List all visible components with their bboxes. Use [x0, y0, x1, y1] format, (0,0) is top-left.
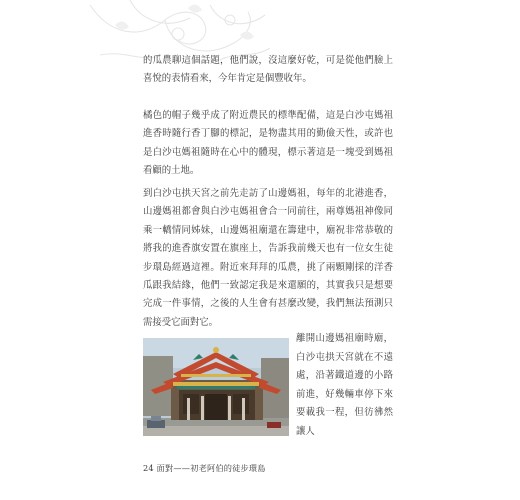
- book-title: 面對——初老阿伯的徒步環島: [156, 463, 266, 473]
- paragraph-text: 橘色的帽子幾乎成了附近農民的標準配備，這是白沙屯媽祖進香時隨行香丁腳的標記，是物盡其用的勤儉天性，或許也是白沙屯媽祖隨時在心中的體現，標示著這是一塊受到媽祖看顧的土地。: [143, 110, 393, 177]
- paragraph-text: 的瓜農聊這個話題，他們說，沒這麼好乾，可是從他們臉上喜悅的表情看來，今年肯定是個豐收年。: [143, 55, 393, 85]
- paragraph-1: [143, 52, 393, 89]
- paragraph-3: [143, 185, 393, 332]
- page-number: 24: [143, 463, 154, 473]
- paragraph-2: [143, 107, 393, 181]
- paragraph-text: 到白沙屯拱天宮之前先走訪了山邊媽祖，每年的北港進香，山邊媽祖都會與白沙屯媽祖會合一同前往，兩尊媽祖神像同乘一轎情同姊妹，山邊媽祖廟還在籌建中，廟祝非常恭敬的將我的進香旗安置在旗座上，告訴我前幾天也有一位女生徒步環島經過這裡。附近來拜拜的瓜農，挑了兩顆剛採的洋香瓜跟我結緣，他們一致認定我是來還願的，其實我只是想要完成一件事情，之後的人生會有甚麼改變，我們無法預測只需接受它面對它。: [143, 188, 393, 328]
- page-footer: [143, 463, 266, 474]
- photo-side-text: 離開山邊媽祖廟時廟，白沙屯拱天宮就在不遠處，沿著鐵道邊的小路前進，好幾輛車停下來要載我一程，但彷彿然讓人: [296, 333, 393, 437]
- temple-photo: [143, 338, 289, 436]
